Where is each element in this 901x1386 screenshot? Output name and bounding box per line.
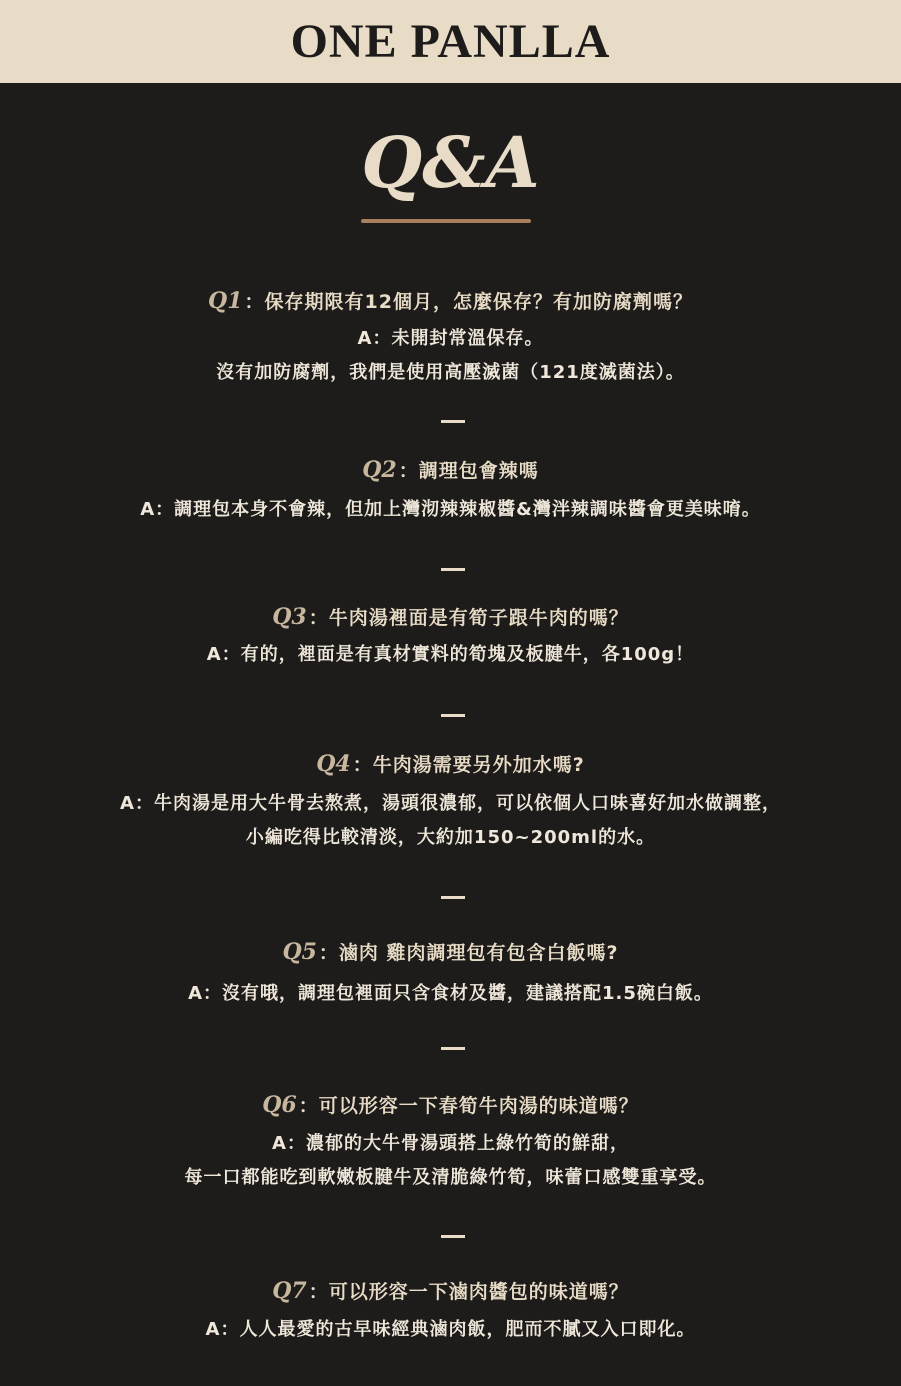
hero [0,83,901,268]
question [0,1277,901,1304]
question-text: ：牛肉湯需要另外加水嗎? [352,754,585,776]
answer [0,1127,901,1195]
answer-line: 每一口都能吃到軟嫩板腱牛及清脆綠竹筍，味蕾口感雙重享受。 [184,1167,717,1188]
separator [441,568,465,571]
question [0,456,901,483]
header-band [0,0,901,83]
qa-item-2 [0,456,901,527]
answer-line: A：未開封常溫保存。 [357,328,544,349]
separator [441,420,465,423]
qa-item-5 [0,938,901,1011]
question-text: ：保存期限有12個月，怎麼保存？有加防腐劑嗎？ [244,291,693,313]
question-tag: Q2 [362,457,397,483]
question-tag: Q7 [272,1278,307,1304]
question-tag: Q3 [272,604,307,630]
answer [0,1313,901,1347]
question [0,603,901,630]
qa-item-4 [0,750,901,855]
question-text: ：可以形容一下春筍牛肉湯的味道嗎？ [298,1095,639,1117]
brand-title: ONE PANLLA [290,14,611,68]
question-text: ：調理包會辣嗎 [398,460,539,482]
question-tag: Q1 [208,288,243,314]
answer-line: 沒有加防腐劑，我們是使用高壓滅菌（121度滅菌法）。 [216,362,685,383]
question-text: ：滷肉 雞肉調理包有包含白飯嗎? [318,942,619,964]
separator [441,1235,465,1238]
question-text: ：可以形容一下滷肉醬包的味道嗎？ [308,1281,629,1303]
page-title: Q&A [361,121,540,204]
question-text: ：牛肉湯裡面是有筍子跟牛肉的嗎？ [308,607,629,629]
qa-item-3 [0,603,901,672]
answer-line: A：濃郁的大牛骨湯頭搭上綠竹筍的鮮甜， [272,1133,629,1154]
answer-line: A：沒有哦，調理包裡面只含食材及醬，建議搭配1.5碗白飯。 [188,983,713,1004]
answer-line: A：有的，裡面是有真材實料的筍塊及板腱牛，各100g！ [206,644,695,665]
answer [0,322,901,390]
answer-line: A：調理包本身不會辣，但加上灣沏辣辣椒醬&灣泮辣調味醬會更美味唷。 [140,499,761,520]
answer [0,493,901,527]
question [0,287,901,314]
separator [441,896,465,899]
answer-line: A：人人最愛的古早味經典滷肉飯，肥而不膩又入口即化。 [205,1319,696,1340]
qa-item-6 [0,1091,901,1195]
question-tag: Q6 [262,1092,297,1118]
separator [441,714,465,717]
qa-item-7 [0,1277,901,1347]
answer [0,638,901,672]
answer [0,787,901,855]
question-tag: Q4 [316,751,351,777]
separator [441,1047,465,1050]
question [0,938,901,965]
qa-item-1 [0,287,901,390]
question-tag: Q5 [282,939,317,965]
title-underline [361,219,531,223]
question [0,750,901,777]
answer-line: 小編吃得比較清淡，大約加150~200ml的水。 [245,827,656,848]
answer [0,977,901,1011]
question [0,1091,901,1118]
answer-line: A：牛肉湯是用大牛骨去熬煮，湯頭很濃郁，可以依個人口味喜好加水做調整， [120,793,781,814]
